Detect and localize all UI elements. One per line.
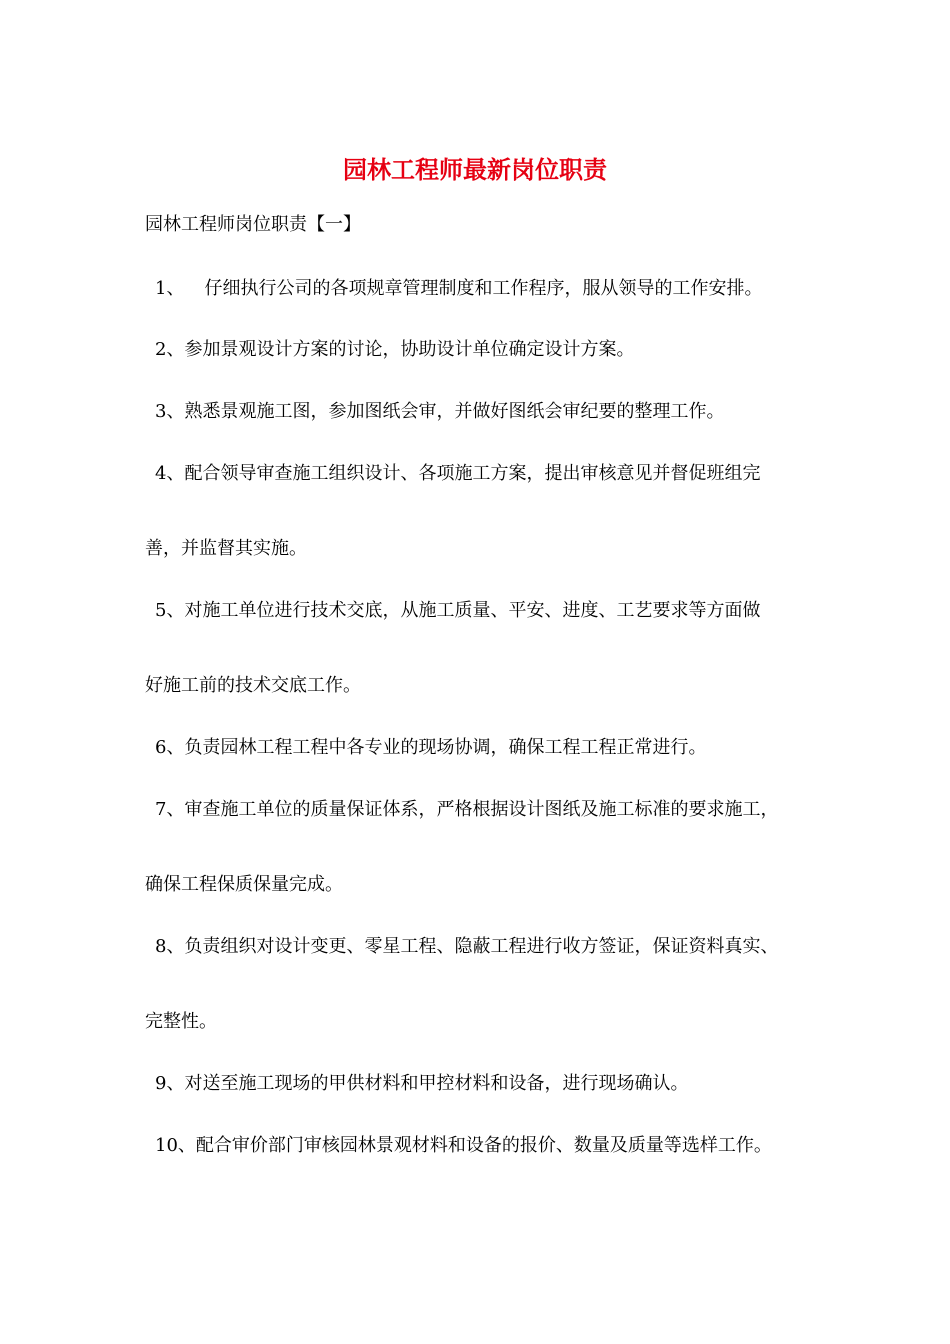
list-item xyxy=(155,1072,688,1096)
list-item-text: 负责园林工程工程中各专业的现场协调，确保工程工程正常进行。 xyxy=(184,737,707,758)
list-item-text: 确保工程保质保量完成。 xyxy=(145,874,343,895)
list-item-text: 负责组织对设计变更、零星工程、隐蔽工程进行收方签证，保证资料真实、 xyxy=(184,936,779,957)
list-item-text: 对施工单位进行技术交底，从施工质量、平安、进度、工艺要求等方面做 xyxy=(184,600,761,621)
list-item xyxy=(155,599,760,623)
list-item-text: 对送至施工现场的甲供材料和甲控材料和设备，进行现场确认。 xyxy=(184,1073,689,1094)
section-heading: 园林工程师岗位职责【一】 xyxy=(145,214,361,235)
continuation-line xyxy=(145,674,361,698)
list-item-number: 8、 xyxy=(155,936,185,957)
list-item-text: 仔细执行公司的各项规章管理制度和工作程序，服从领导的工作安排。 xyxy=(204,278,763,299)
document-title: 园林工程师最新岗位职责 xyxy=(343,156,607,184)
list-item-number: 1、 xyxy=(155,278,185,299)
list-item xyxy=(155,736,706,760)
list-item-number: 5、 xyxy=(155,600,185,621)
list-item-number: 6、 xyxy=(155,737,185,758)
list-item xyxy=(155,338,634,362)
list-item xyxy=(155,798,778,822)
list-item-number: 2、 xyxy=(155,339,185,360)
list-item xyxy=(155,1134,772,1158)
list-item-text: 完整性。 xyxy=(145,1011,217,1032)
list-item xyxy=(155,462,760,486)
list-item-number: 7、 xyxy=(155,799,185,820)
list-item-text: 配合审价部门审核园林景观材料和设备的报价、数量及质量等选样工作。 xyxy=(195,1135,772,1156)
list-item-text: 好施工前的技术交底工作。 xyxy=(145,675,361,696)
list-item-text: 审查施工单位的质量保证体系，严格根据设计图纸及施工标准的要求施工， xyxy=(184,799,779,820)
list-item-text: 配合领导审查施工组织设计、各项施工方案，提出审核意见并督促班组完 xyxy=(184,463,761,484)
list-item-number: 10、 xyxy=(155,1135,196,1156)
continuation-line xyxy=(145,873,343,897)
list-item-number: 4、 xyxy=(155,463,185,484)
list-item xyxy=(155,400,724,424)
list-item-number: 3、 xyxy=(155,401,185,422)
list-item xyxy=(155,935,778,959)
continuation-line xyxy=(145,537,307,561)
list-item-text: 熟悉景观施工图，参加图纸会审，并做好图纸会审纪要的整理工作。 xyxy=(184,401,725,422)
list-item-text: 善，并监督其实施。 xyxy=(145,538,307,559)
list-item-number: 9、 xyxy=(155,1073,185,1094)
list-item-text: 参加景观设计方案的讨论，协助设计单位确定设计方案。 xyxy=(184,339,635,360)
continuation-line xyxy=(145,1010,217,1034)
list-item xyxy=(155,277,762,301)
